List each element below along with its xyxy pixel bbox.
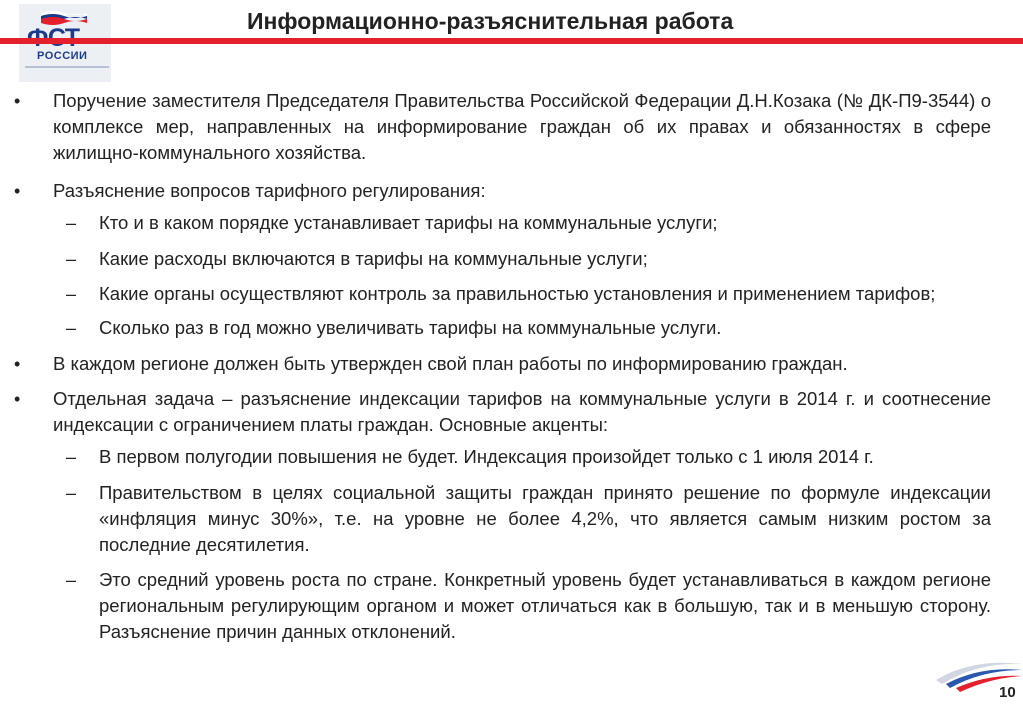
bullet-marker: • [14, 354, 21, 374]
dash-marker: – [66, 570, 77, 590]
list-item [0, 178, 1023, 204]
item-text: В первом полугодии повышения не будет. Индексация произойдет только с 1 июля 2014 г. [99, 446, 874, 467]
sub-list-item [0, 315, 1023, 341]
list-item [0, 351, 1023, 377]
item-text: Какие органы осуществляют контроль за правильностью установления и применением тарифов; [99, 283, 936, 304]
title-underline [0, 38, 1023, 44]
sub-list-item [0, 246, 1023, 272]
item-text: Разъяснение вопросов тарифного регулирования: [53, 180, 486, 201]
sub-list-item [0, 210, 1023, 236]
bullet-marker: • [14, 91, 21, 111]
dash-marker: – [66, 447, 77, 467]
item-text: Кто и в каком порядке устанавливает тарифы на коммунальные услуги; [99, 212, 718, 233]
dash-marker: – [66, 249, 77, 269]
list-item [0, 88, 1023, 166]
logo-subtitle: РОССИИ [37, 50, 88, 62]
sub-list-item [0, 567, 1023, 645]
flag-icon [41, 10, 87, 25]
dash-marker: – [66, 284, 77, 304]
item-text: Какие расходы включаются в тарифы на коммунальные услуги; [99, 248, 648, 269]
item-text: Поручение заместителя Председателя Правительства Российской Федерации Д.Н.Козака (№ ДК-П9-3544) о комплексе мер, направленных на информирование граждан об их правах и обязанностях в сфере жилищно-коммунального хозяйства. [53, 90, 991, 163]
dash-marker: – [66, 213, 77, 233]
item-text: Сколько раз в год можно увеличивать тарифы на коммунальные услуги. [99, 317, 722, 338]
dash-marker: – [66, 483, 77, 503]
sub-list-item [0, 281, 1023, 307]
bullet-marker: • [14, 181, 21, 201]
logo-divider [25, 66, 109, 68]
item-text: Правительством в целях социальной защиты граждан принято решение по формуле индексации «инфляция минус 30%», т.е. на уровне не более 4,2%, что является самым низким ростом за последние десятилетия. [99, 482, 991, 555]
sub-list-item [0, 444, 1023, 470]
item-text: Это средний уровень роста по стране. Конкретный уровень будет устанавливаться в каждом регионе региональным регулирующим органом и может отличаться как в большую, так и в меньшую сторону. Разъяснение причин данных отклонений. [99, 569, 991, 642]
item-text: Отдельная задача – разъяснение индексации тарифов на коммунальные услуги в 2014 г. и соотнесение индексации с ограничением платы граждан. Основные акценты: [53, 388, 991, 435]
item-text: В каждом регионе должен быть утвержден свой план работы по информированию граждан. [53, 353, 848, 374]
bullet-list [0, 88, 1023, 645]
page-number: 10 [999, 684, 1016, 701]
list-item [0, 386, 1023, 438]
bullet-marker: • [14, 389, 21, 409]
slide-title: Информационно-разъяснительная работа [247, 8, 734, 34]
sub-list-item [0, 480, 1023, 558]
dash-marker: – [66, 318, 77, 338]
